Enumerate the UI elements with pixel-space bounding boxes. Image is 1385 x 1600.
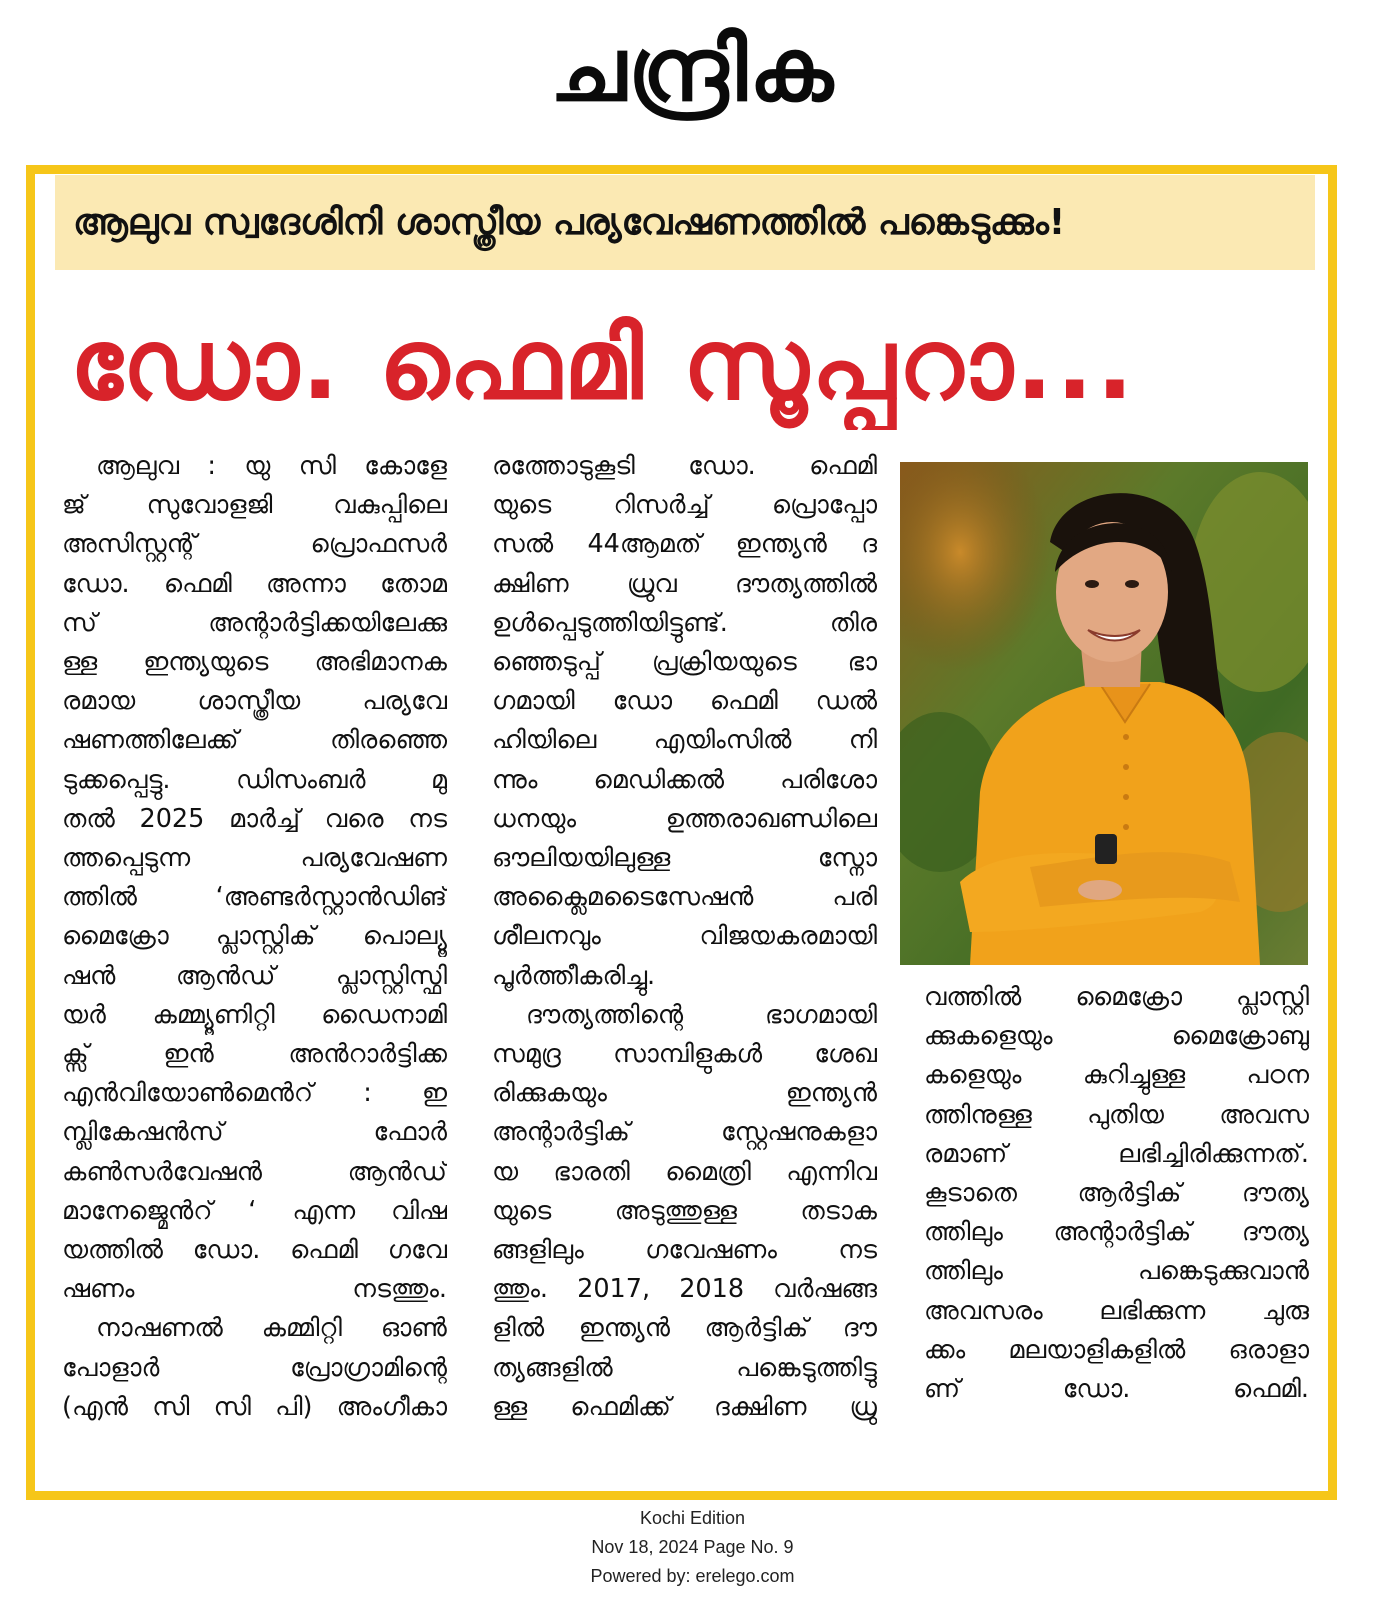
article-column-1	[62, 447, 447, 1427]
article-line: ത്തിലും അന്റാർട്ടിക് ദൗത്യ	[924, 1217, 1309, 1248]
article-line: ഷണം നടത്തും.	[62, 1274, 447, 1305]
article-line: മൈക്രോ പ്ലാസ്റ്റിക് പൊല്യൂ	[62, 921, 447, 952]
article-line: ങ്ങളിലും ഗവേഷണം നട	[492, 1235, 877, 1266]
article-line: ശീലനവും വിജയകരമായി	[492, 921, 877, 952]
article-line: യത്തിൽ ഡോ. ഫെമി ഗവേ	[62, 1235, 447, 1266]
article-line: പോളാർ പ്രോഗ്രാമിന്റെ	[62, 1352, 447, 1383]
article-line: രമായ ശാസ്ത്രീയ പര്യവേ	[62, 686, 447, 717]
article-line: കളെയും കുറിച്ചുള്ള പഠന	[924, 1060, 1309, 1091]
article-line: ക്കം മലയാളികളിൽ ഒരാളാ	[924, 1334, 1309, 1365]
article-line: ത്തപ്പെടുന്ന പര്യവേഷണ	[62, 843, 447, 874]
article-line: ത്തിലും പങ്കെടുക്കുവാൻ	[924, 1256, 1309, 1287]
article-line: എൻവിയോൺമെൻറ് : ഇ	[62, 1078, 447, 1109]
article-line: ഷണത്തിലേക്ക് തിരഞ്ഞെ	[62, 725, 447, 756]
article-line: നാഷണൽ കമ്മിറ്റി ഓൺ	[96, 1313, 447, 1344]
article-line: ഗമായി ഡോ ഫെമി ഡൽ	[492, 686, 877, 717]
article-line: കൺസർവേഷൻ ആൻഡ്	[62, 1156, 447, 1187]
article-line: ജ് സുവോളജി വകുപ്പിലെ	[62, 490, 447, 521]
article-line: ഉൾപ്പെടുത്തിയിട്ടുണ്ട്. തിര	[492, 607, 877, 638]
article-line: രിക്കുകയും ഇന്ത്യൻ	[492, 1078, 877, 1109]
article-column-3	[924, 978, 1309, 1409]
article-line: ത്തും. 2017, 2018 വർഷങ്ങ	[492, 1274, 877, 1305]
footer-powered-by: Powered by: erelego.com	[590, 1566, 795, 1586]
article-line: മ്പ്ലികേഷൻസ് ഫോർ	[62, 1117, 447, 1148]
portrait-photo	[900, 462, 1308, 965]
article-line: അക്ലൈമടൈസേഷൻ പരി	[492, 882, 877, 913]
headline: ഡോ. ഫെമി സൂപ്പറാ...	[70, 308, 1137, 422]
article-line: അന്റാർട്ടിക് സ്റ്റേഷനുകളാ	[492, 1117, 877, 1148]
kicker-banner	[55, 175, 1315, 270]
article-line: ത്യങ്ങളിൽ പങ്കെടുത്തിട്ടു	[492, 1352, 877, 1383]
article-line: രത്തോടുകൂടി ഡോ. ഫെമി	[492, 451, 877, 481]
article-line: ളിൽ ഇന്ത്യൻ ആർട്ടിക് ദൗ	[492, 1313, 877, 1344]
masthead-logo: ചന്ദ്രിക	[549, 18, 836, 121]
footer-date-page: Nov 18, 2024 Page No. 9	[591, 1537, 794, 1557]
article-line: ദൗത്യത്തിന്റെ ഭാഗമായി	[526, 999, 877, 1030]
article-line: ന്നും മെഡിക്കൽ പരിശോ	[492, 764, 877, 795]
article-line: ത്തിനുള്ള പുതിയ അവസ	[924, 1099, 1309, 1130]
article-line: ക്ഷിണ ധ്രുവ ദൗത്യത്തിൽ	[492, 568, 877, 599]
article-line: യുടെ അടുത്തുള്ള തടാക	[492, 1195, 877, 1226]
article-column-2	[492, 447, 877, 1427]
article-line: മാനേജ്മെൻറ് ‘ എന്ന വിഷ	[62, 1195, 447, 1226]
article-line: ഞ്ഞെടുപ്പ് പ്രക്രിയയുടെ ഭാ	[492, 647, 877, 678]
article-line: അസിസ്റ്റന്റ് പ്രൊഫസർ	[62, 529, 447, 560]
article-line: രമാണ് ലഭിച്ചിരിക്കുന്നത്.	[924, 1138, 1309, 1169]
article-line: തൽ 2025 മാർച്ച് വരെ നട	[62, 803, 447, 834]
article-line: യ ഭാരതി മൈത്രി എന്നിവ	[492, 1156, 877, 1187]
article-line: ള്ള ഇന്ത്യയുടെ അഭിമാനക	[62, 647, 447, 678]
article-line: ഔലിയയിലുള്ള സ്നോ	[492, 843, 877, 874]
article-line: ടുക്കപ്പെട്ടു. ഡിസംബർ മു	[62, 764, 447, 795]
article-line: ഷൻ ആൻഡ് പ്ലാസ്റ്റിസ്ഫി	[62, 960, 447, 991]
article-line: പൂർത്തീകരിച്ചു.	[492, 960, 656, 991]
article-line: സമുദ്ര സാമ്പിളുകൾ ശേഖ	[492, 1039, 877, 1070]
article-line: ധനയും ഉത്തരാഖണ്ഡിലെ	[492, 803, 877, 834]
article-line: ഡോ. ഫെമി അന്നാ തോമ	[62, 568, 447, 599]
article-line: ഹിയിലെ എയിംസിൽ നി	[492, 725, 877, 756]
article-line: (എൻ സി സി പി) അംഗീകാ	[62, 1391, 447, 1422]
article-line: വത്തിൽ മൈക്രോ പ്ലാസ്റ്റി	[924, 982, 1309, 1012]
article-line: അവസരം ലഭിക്കുന്ന ചുരു	[924, 1295, 1309, 1326]
article-line: സൽ 44ആമത് ഇന്ത്യൻ ദ	[492, 529, 877, 560]
footer-edition: Kochi Edition	[639, 1508, 746, 1528]
article-line: യർ കമ്മ്യൂണിറ്റി ഡൈനാമി	[62, 999, 447, 1030]
article-line: യുടെ റിസർച്ച് പ്രൊപ്പോ	[492, 490, 877, 521]
article-line: ആലുവ : യു സി കോളേ	[96, 451, 447, 481]
article-line: ത്തിൽ ‘അണ്ടർസ്റ്റാൻഡിങ്	[62, 882, 447, 913]
article-line: ള്ള ഫെമിക്ക് ദക്ഷിണ ധ്രു	[492, 1391, 877, 1422]
article-line: സ് അന്റാർട്ടിക്കയിലേക്കു	[62, 607, 447, 638]
article-line: ണ് ഡോ. ഫെമി.	[924, 1374, 1309, 1405]
article-line: ക്കുകളെയും മൈക്രോബു	[924, 1021, 1309, 1052]
kicker-text: ആലുവ സ്വദേശിനി ശാസ്ത്രീയ പര്യവേഷണത്തിൽ പങ്കെടുക്കും!	[73, 201, 1066, 243]
article-line: ക്സ് ഇൻ അൻറാർട്ടിക്ക	[62, 1039, 447, 1070]
article-line: കൂടാതെ ആർട്ടിക് ദൗത്യ	[924, 1178, 1309, 1209]
